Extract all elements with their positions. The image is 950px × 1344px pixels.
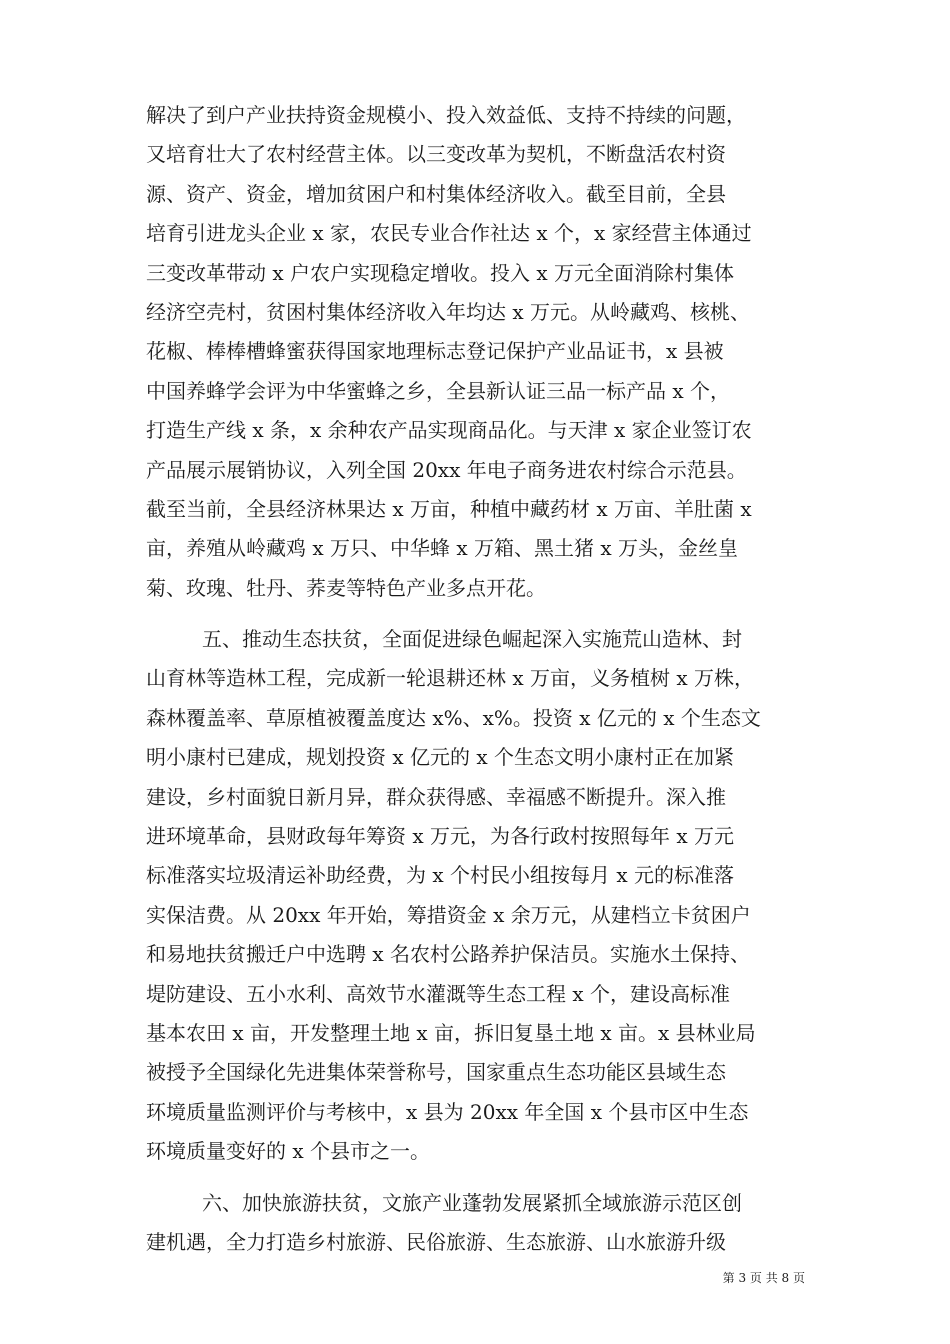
text-line: 进环境革命，县财政每年筹资 x 万元，为各行政村按照每年 x 万元 — [146, 824, 734, 849]
text-line: 中国养蜂学会评为中华蜜蜂之乡，全县新认证三品一标产品 x 个， — [146, 378, 730, 403]
text-line: 堤防建设、五小水利、高效节水灌溉等生态工程 x 个，建设高标准 — [146, 981, 730, 1006]
text-line: 建设，乡村面貌日新月异，群众获得感、幸福感不断提升。深入推 — [146, 784, 726, 809]
page-number-footer: 第 3 页 共 8 页 — [722, 1271, 805, 1285]
text-line: 实保洁费。从 20xx 年开始，筹措资金 x 余万元，从建档立卡贫困户 — [146, 902, 751, 927]
text-line: 源、资产、资金，增加贫困户和村集体经济收入。截至目前，全县 — [146, 181, 726, 206]
text-line: 产品展示展销协议，入列全国 20xx 年电子商务进农村综合示范县。 — [146, 457, 747, 482]
text-line: 标准落实垃圾清运补助经费，为 x 个村民小组按每月 x 元的标准落 — [146, 863, 734, 888]
text-line: 培育引进龙头企业 x 家，农民专业合作社达 x 个，x 家经营主体通过 — [146, 221, 752, 246]
paragraph-start-line: 五、推动生态扶贫，全面促进绿色崛起深入实施荒山造林、封 — [202, 627, 742, 652]
text-line: 三变改革带动 x 户农户实现稳定增收。投入 x 万元全面消除村集体 — [146, 260, 734, 285]
text-line: 建机遇，全力打造乡村旅游、民俗旅游、生态旅游、山水旅游升级 — [146, 1229, 726, 1254]
text-line: 解决了到户产业扶持资金规模小、投入效益低、支持不持续的问题， — [146, 103, 746, 127]
text-line: 打造生产线 x 条，x 余种农产品实现商品化。与天津 x 家企业签订农 — [146, 418, 752, 443]
text-line: 菊、玫瑰、牡丹、荞麦等特色产业多点开花。 — [146, 575, 546, 600]
text-line: 环境质量监测评价与考核中，x 县为 20xx 年全国 x 个县市区中生态 — [146, 1099, 749, 1124]
text-line: 被授予全国绿化先进集体荣誉称号，国家重点生态功能区县域生态 — [146, 1060, 726, 1085]
paragraph-start-line: 六、加快旅游扶贫，文旅产业蓬勃发展紧抓全域旅游示范区创 — [202, 1190, 742, 1215]
text-line: 和易地扶贫搬迁户中选聘 x 名农村公路养护保洁员。实施水土保持、 — [146, 942, 750, 967]
text-line: 花椒、棒棒槽蜂蜜获得国家地理标志登记保护产业品证书，x 县被 — [146, 339, 724, 364]
text-line: 环境质量变好的 x 个县市之一。 — [146, 1139, 430, 1164]
text-line: 山育林等造林工程，完成新一轮退耕还林 x 万亩，义务植树 x 万株， — [146, 666, 754, 691]
document-body — [146, 96, 810, 1262]
text-line: 明小康村已建成，规划投资 x 亿元的 x 个生态文明小康村正在加紧 — [146, 745, 734, 770]
text-line: 截至当前，全县经济林果达 x 万亩，种植中藏药材 x 万亩、羊肚菌 x — [146, 496, 752, 521]
text-line: 经济空壳村，贫困村集体经济收入年均达 x 万元。从岭藏鸡、核桃、 — [146, 299, 750, 324]
text-line: 森林覆盖率、草原植被覆盖度达 x%、x%。投资 x 亿元的 x 个生态文 — [146, 705, 761, 730]
text-line: 又培育壮大了农村经营主体。以三变改革为契机，不断盘活农村资 — [146, 142, 726, 167]
text-line: 基本农田 x 亩，开发整理土地 x 亩，拆旧复垦土地 x 亩。x 县林业局 — [146, 1020, 756, 1045]
text-line: 亩，养殖从岭藏鸡 x 万只、中华蜂 x 万箱、黑土猪 x 万头，金丝皇 — [146, 536, 738, 561]
